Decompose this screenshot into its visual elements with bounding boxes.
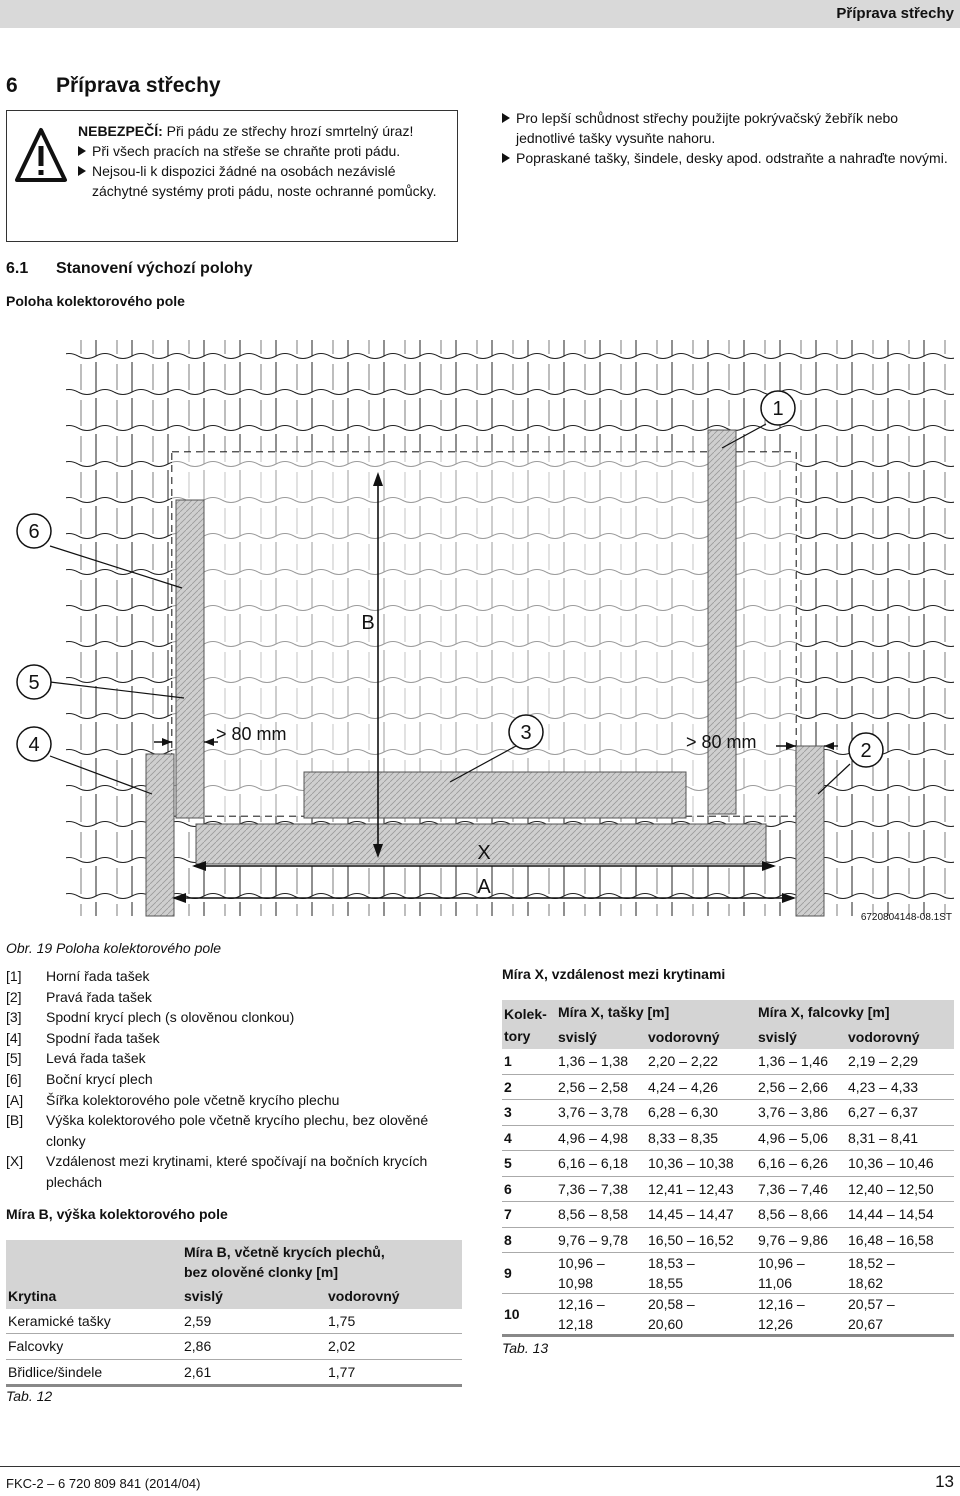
table-cell: 6 xyxy=(502,1176,556,1202)
legend-key: [6] xyxy=(6,1070,22,1087)
legend-value: Levá řada tašek xyxy=(46,1050,146,1067)
table-cell: 7,36 – 7,38 xyxy=(556,1176,646,1202)
legend-key: [X] xyxy=(6,1153,24,1170)
table-cell: 8,56 – 8,58 xyxy=(556,1202,646,1228)
table-cell: 20,57 – 20,67 xyxy=(846,1294,954,1336)
table-cell: 5 xyxy=(502,1151,556,1177)
header-bar xyxy=(0,0,960,28)
footer-doc-id: FKC-2 – 6 720 809 841 (2014/04) xyxy=(6,1476,201,1491)
table-cell: 9,76 – 9,78 xyxy=(556,1227,646,1253)
table-cell: 1,36 – 1,46 xyxy=(756,1049,846,1074)
callout-6-label: 6 xyxy=(28,521,40,543)
danger-item: Při všech pracích na střeše se chraňte proti pádu. xyxy=(78,141,450,161)
callout-1-label: 1 xyxy=(772,398,784,420)
table-row xyxy=(502,1049,954,1074)
table-row xyxy=(6,1359,462,1386)
table-header-row xyxy=(6,1240,462,1284)
table-cell: 1,75 xyxy=(326,1309,462,1334)
table12-col-header: vodorovný xyxy=(328,1288,400,1305)
legend-key: [5] xyxy=(6,1050,22,1067)
figure-code: 6720804148-08.1ST xyxy=(860,912,952,923)
table-cell: 3,76 – 3,86 xyxy=(756,1100,846,1126)
legend-value: Pravá řada tašek xyxy=(46,988,152,1005)
table-cell: 10,96 – 11,06 xyxy=(756,1253,846,1294)
table-cell: 4,96 – 4,98 xyxy=(556,1125,646,1151)
table-cell: 6,16 – 6,18 xyxy=(556,1151,646,1177)
callout-5-label: 5 xyxy=(28,672,40,694)
figure-heading: Poloha kolektorového pole xyxy=(6,293,185,309)
legend-key: [4] xyxy=(6,1029,22,1046)
table13-group-header: Míra X, tašky [m] xyxy=(558,1004,670,1021)
table13-col0-line: Kolek- xyxy=(504,1005,547,1022)
table-row xyxy=(502,1100,954,1126)
legend-item xyxy=(6,987,456,1008)
table-cell: 7,36 – 7,46 xyxy=(756,1176,846,1202)
legend-value: Boční krycí plech xyxy=(46,1070,153,1087)
table-cell: 14,44 – 14,54 xyxy=(846,1202,954,1228)
instruction-item: Pro lepší schůdnost střechy použijte pokrývačský žebřík nebo jednotlivé tašky vysuňte nahoru. xyxy=(502,108,954,148)
table13-col-header: svislý xyxy=(558,1028,597,1045)
table-cell: 8,33 – 8,35 xyxy=(646,1125,756,1151)
label-a: A xyxy=(477,876,491,898)
table12-col-header: Krytina xyxy=(8,1288,57,1305)
table12-group-header xyxy=(182,1240,462,1284)
table12-col-header: svislý xyxy=(184,1288,223,1305)
dist-left-label: > 80 mm xyxy=(216,724,287,744)
table-row xyxy=(502,1125,954,1151)
table-12 xyxy=(6,1240,462,1387)
table12-group-header-line: Míra B, včetně krycích plechů, xyxy=(184,1244,385,1260)
callout-2-label: 2 xyxy=(860,740,872,762)
legend-item xyxy=(6,1151,456,1192)
table-header-row xyxy=(502,1000,954,1025)
danger-heading: NEBEZPEČÍ: xyxy=(78,123,163,139)
legend-item xyxy=(6,1048,456,1069)
running-header: Příprava střechy xyxy=(836,5,954,22)
warning-triangle-icon xyxy=(14,124,68,188)
table-row xyxy=(502,1202,954,1228)
table-cell: 8 xyxy=(502,1227,556,1253)
legend-key: [B] xyxy=(6,1112,24,1129)
table12-group-header-line: bez olověné clonky [m] xyxy=(184,1264,339,1280)
instructions xyxy=(502,108,954,168)
table-cell: 1,77 xyxy=(326,1359,462,1386)
table-cell: 3,76 – 3,78 xyxy=(556,1100,646,1126)
legend-key: [3] xyxy=(6,1009,22,1026)
instruction-item: Popraskané tašky, šindele, desky apod. odstraňte a nahraďte novými. xyxy=(502,148,954,168)
callout-3-label: 3 xyxy=(520,722,532,744)
left-tile-row xyxy=(146,754,174,916)
table-cell: 10,36 – 10,46 xyxy=(846,1151,954,1177)
label-x: X xyxy=(477,842,491,864)
table-cell: 12,16 – 12,26 xyxy=(756,1294,846,1336)
table-cell: Falcovky xyxy=(6,1334,182,1360)
table-cell: 2,19 – 2,29 xyxy=(846,1049,954,1074)
table-cell: 10 xyxy=(502,1294,556,1336)
table-cell: 3 xyxy=(502,1100,556,1126)
label-b: B xyxy=(361,612,375,634)
right-tile-row xyxy=(796,746,824,916)
legend-item xyxy=(6,1028,456,1049)
table13-col-header: vodorovný xyxy=(648,1028,720,1045)
legend-item xyxy=(6,966,456,987)
table-cell: 2,59 xyxy=(182,1309,326,1334)
table12-caption: Tab. 12 xyxy=(6,1388,53,1404)
legend-value: Spodní řada tašek xyxy=(46,1029,160,1046)
table13-heading: Míra X, vzdálenost mezi krytinami xyxy=(502,966,726,982)
table13-col-header: svislý xyxy=(758,1028,797,1045)
table-header-row xyxy=(502,1025,954,1050)
figure-caption-prefix: Obr. 19 xyxy=(6,940,53,956)
legend-value: Vzdálenost mezi krytinami, které spočívají na bočních krycích plechách xyxy=(46,1153,428,1190)
table13-body xyxy=(502,1049,954,1336)
collector-field-figure xyxy=(6,326,954,936)
table-cell: 2,56 – 2,58 xyxy=(556,1074,646,1100)
table-cell: 14,45 – 14,47 xyxy=(646,1202,756,1228)
table-cell: Břidlice/šindele xyxy=(6,1359,182,1386)
table-row xyxy=(502,1227,954,1253)
table-cell: 16,50 – 16,52 xyxy=(646,1227,756,1253)
legend-value: Šířka kolektorového pole včetně krycího plechu xyxy=(46,1091,340,1108)
danger-text xyxy=(78,121,450,201)
table13-col-header: vodorovný xyxy=(848,1028,920,1045)
table-cell: 10,36 – 10,38 xyxy=(646,1151,756,1177)
table-cell: 4,23 – 4,33 xyxy=(846,1074,954,1100)
dist-right-label: > 80 mm xyxy=(686,732,757,752)
legend-key: [A] xyxy=(6,1091,24,1108)
legend-key: [2] xyxy=(6,988,22,1005)
table-cell: 12,16 – 12,18 xyxy=(556,1294,646,1336)
figure-caption xyxy=(6,940,221,956)
table-cell: 1 xyxy=(502,1049,556,1074)
subsection-number: 6.1 xyxy=(6,260,29,277)
table-cell: 2,86 xyxy=(182,1334,326,1360)
table-cell: Keramické tašky xyxy=(6,1309,182,1334)
table13-caption: Tab. 13 xyxy=(502,1340,549,1356)
table13-col0-line: tory xyxy=(504,1027,531,1044)
table-cell: 8,56 – 8,66 xyxy=(756,1202,846,1228)
table13-group-header: Míra X, falcovky [m] xyxy=(758,1004,890,1021)
table-cell: 2,56 – 2,66 xyxy=(756,1074,846,1100)
table-cell: 9 xyxy=(502,1253,556,1294)
table-cell: 16,48 – 16,58 xyxy=(846,1227,954,1253)
figure-legend xyxy=(6,966,456,1193)
table-row xyxy=(502,1176,954,1202)
table-header-row xyxy=(6,1284,462,1309)
subsection-title xyxy=(6,260,252,278)
table12-heading: Míra B, výška kolektorového pole xyxy=(6,1206,228,1222)
page-number: 13 xyxy=(935,1472,954,1491)
bottom-flashing xyxy=(304,772,686,818)
table-cell: 20,58 – 20,60 xyxy=(646,1294,756,1336)
table-cell: 2,20 – 2,22 xyxy=(646,1049,756,1074)
footer-rule xyxy=(0,1466,960,1467)
legend-item xyxy=(6,1069,456,1090)
table-cell: 2 xyxy=(502,1074,556,1100)
table-row xyxy=(502,1151,954,1177)
legend-key: [1] xyxy=(6,968,22,984)
table-cell: 2,61 xyxy=(182,1359,326,1386)
table-cell: 4 xyxy=(502,1125,556,1151)
table-row xyxy=(502,1253,954,1294)
section-title xyxy=(6,74,221,98)
table-cell: 12,41 – 12,43 xyxy=(646,1176,756,1202)
section-title-text: Příprava střechy xyxy=(56,74,221,97)
callout-4-label: 4 xyxy=(28,734,40,756)
legend-value: Spodní krycí plech (s olověnou clonkou) xyxy=(46,1009,295,1026)
danger-heading-rest: Při pádu ze střechy hrozí smrtelný úraz! xyxy=(162,123,414,139)
table-cell: 12,40 – 12,50 xyxy=(846,1176,954,1202)
table-cell: 10,96 – 10,98 xyxy=(556,1253,646,1294)
side-flashing-right xyxy=(708,430,736,814)
table-cell: 2,02 xyxy=(326,1334,462,1360)
table-cell: 6,28 – 6,30 xyxy=(646,1100,756,1126)
legend-item xyxy=(6,1110,456,1151)
table-cell: 18,53 – 18,55 xyxy=(646,1253,756,1294)
figure-caption-text: Poloha kolektorového pole xyxy=(52,940,222,956)
table13-col0-header xyxy=(502,1000,556,1049)
table-cell: 7 xyxy=(502,1202,556,1228)
legend-item xyxy=(6,1007,456,1028)
table-cell: 1,36 – 1,38 xyxy=(556,1049,646,1074)
side-flashing-left xyxy=(176,500,204,818)
table-cell: 9,76 – 9,86 xyxy=(756,1227,846,1253)
danger-item: Nejsou-li k dispozici žádné na osobách nezávislé záchytné systémy proti pádu, noste ochranné pomůcky. xyxy=(78,161,450,201)
legend-value: Horní řada tašek xyxy=(46,968,150,984)
table-cell: 4,24 – 4,26 xyxy=(646,1074,756,1100)
table-cell: 6,27 – 6,37 xyxy=(846,1100,954,1126)
table-row xyxy=(6,1309,462,1334)
subsection-title-text: Stanovení výchozí polohy xyxy=(56,260,253,277)
table-cell: 4,96 – 5,06 xyxy=(756,1125,846,1151)
legend-item xyxy=(6,1090,456,1111)
table-row xyxy=(502,1294,954,1336)
table-cell: 18,52 – 18,62 xyxy=(846,1253,954,1294)
table-cell: 8,31 – 8,41 xyxy=(846,1125,954,1151)
table-row xyxy=(6,1334,462,1360)
table-13 xyxy=(502,1000,954,1337)
legend-value: Výška kolektorového pole včetně krycího plechu, bez olověné clonky xyxy=(46,1112,429,1149)
table-row xyxy=(502,1074,954,1100)
section-number: 6 xyxy=(6,74,18,97)
table-cell: 6,16 – 6,26 xyxy=(756,1151,846,1177)
